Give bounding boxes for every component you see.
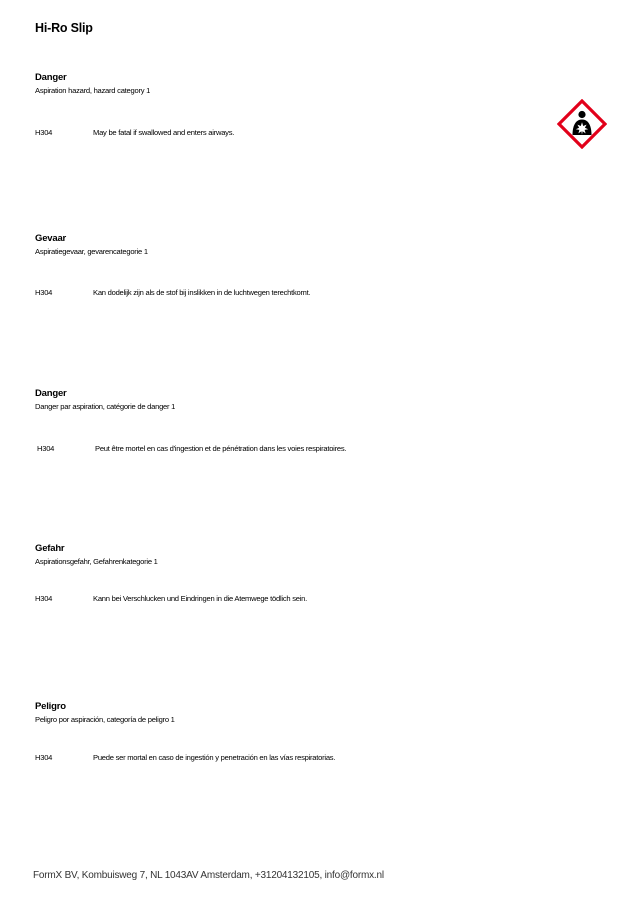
signal-word: Gevaar: [35, 233, 67, 244]
hazard-classification: Danger par aspiration, catégorie de danger 1: [35, 402, 176, 411]
hazard-classification: Peligro por aspiración, categoría de peligro 1: [35, 715, 175, 724]
hazard-statement-code: H304: [35, 288, 53, 297]
hazard-statement-text: Kan dodelijk zijn als de stof bij inslikken in de luchtwegen terechtkomt.: [93, 288, 311, 297]
hazard-statement-code: H304: [35, 753, 53, 762]
company-footer: FormX BV, Kombuisweg 7, NL 1043AV Amsterdam, +31204132105, info@formx.nl: [33, 870, 384, 881]
hazard-statement-code: H304: [37, 444, 55, 453]
signal-word: Danger: [35, 388, 67, 399]
signal-word: Danger: [35, 72, 67, 83]
ghs08-health-hazard-icon: [557, 99, 607, 149]
hazard-statement-text: Kann bei Verschlucken und Eindringen in die Atemwege tödlich sein.: [93, 594, 307, 603]
hazard-classification: Aspiratiegevaar, gevarencategorie 1: [35, 247, 148, 256]
hazard-statement-code: H304: [35, 128, 53, 137]
signal-word: Gefahr: [35, 543, 65, 554]
document-title: Hi-Ro Slip: [35, 21, 93, 35]
hazard-statement-text: May be fatal if swallowed and enters airways.: [93, 128, 235, 137]
hazard-statement-text: Peut être mortel en cas d'ingestion et de pénétration dans les voies respiratoires.: [95, 444, 347, 453]
hazard-classification: Aspirationsgefahr, Gefahrenkategorie 1: [35, 557, 158, 566]
hazard-statement-code: H304: [35, 594, 53, 603]
signal-word: Peligro: [35, 701, 66, 712]
hazard-statement-text: Puede ser mortal en caso de ingestión y penetración en las vías respiratorias.: [93, 753, 336, 762]
hazard-classification: Aspiration hazard, hazard category 1: [35, 86, 151, 95]
